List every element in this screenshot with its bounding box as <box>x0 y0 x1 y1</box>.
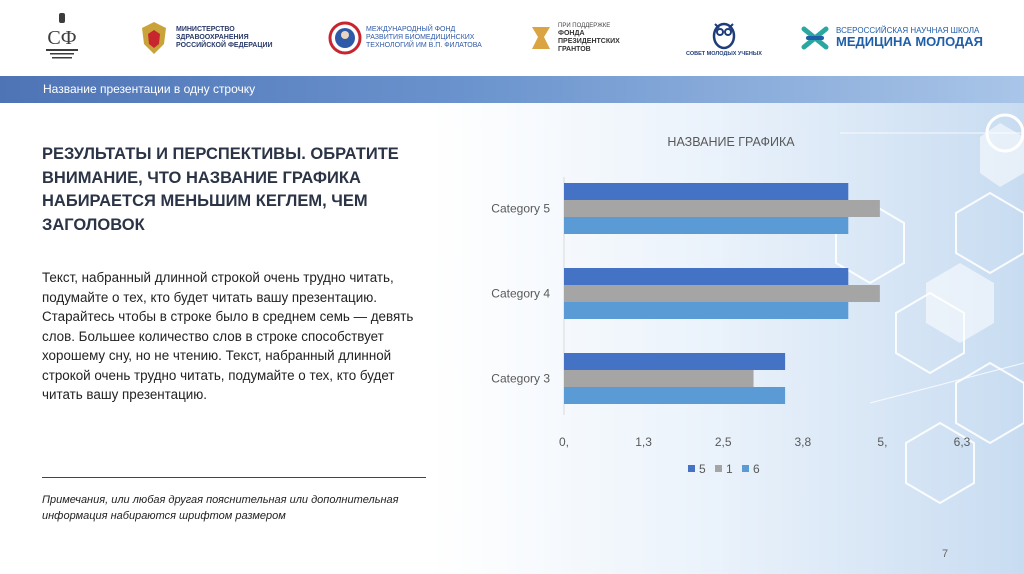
presentation-title: Название презентации в одну строчку <box>43 82 256 96</box>
ministry-line: МИНИСТЕРСТВО <box>176 26 235 33</box>
category-label: Category 3 <box>491 371 550 386</box>
ministry-line: ЗДРАВООХРАНЕНИЯ <box>176 34 249 41</box>
ministry-line: РОССИЙСКОЙ ФЕДЕРАЦИИ <box>176 42 273 49</box>
body-text: Текст, набранный длинной строкой очень трудно читать, подумайте о тех, кто будет читать вашу презентацию. Старайтесь чтобы в строке было в среднем семь — девять слов. Большее количество слов в строке способствует хорошему сну, но не чтению. Текст, набранный длинной строкой очень трудно читать, подумайте о тех, кто будет читать вашу презентацию. <box>42 270 414 402</box>
filatov-fund-logo <box>328 10 482 66</box>
legend-swatch <box>742 465 749 472</box>
category-label: Category 5 <box>491 201 550 216</box>
legend-label: 6 <box>753 462 760 476</box>
fund-line: ТЕХНОЛОГИЙ ИМ В.П. ФИЛАТОВА <box>366 42 482 49</box>
medicine-line: ВСЕРОССИЙСКАЯ НАУЧНАЯ ШКОЛА <box>836 26 980 35</box>
divider-line <box>42 477 426 478</box>
legend-label: 1 <box>726 462 733 476</box>
council-line: СОВЕТ МОЛОДЫХ УЧЕНЫХ <box>686 51 762 57</box>
page-number: 7 <box>942 548 949 560</box>
grants-line: ПРИ ПОДДЕРЖКЕ <box>558 23 611 29</box>
grants-emblem-icon <box>528 23 554 53</box>
bar-chart <box>460 125 1000 485</box>
bar-category-4-series-1 <box>564 285 880 302</box>
sf-emblem-icon <box>40 11 84 65</box>
chart-title: НАЗВАНИЕ ГРАФИКА <box>667 135 795 149</box>
bar-category-4-series-5 <box>564 268 848 285</box>
slide-heading: РЕЗУЛЬТАТЫ И ПЕРСПЕКТИВЫ. ОБРАТИТЕ ВНИМАНИЕ, ЧТО НАЗВАНИЕ ГРАФИКА НАБИРАЕТСЯ МЕНЬШИМ КЕГЛЕМ, ЧЕМ ЗАГОЛОВОК <box>42 145 399 234</box>
sf-logo <box>40 10 84 66</box>
x-tick-label: 0, <box>558 435 570 449</box>
bar-category-5-series-6 <box>564 217 848 234</box>
logos-bar <box>0 0 1024 76</box>
young-scientists-logo <box>686 10 762 66</box>
legend-swatch <box>688 465 695 472</box>
bar-category-4-series-6 <box>564 302 848 319</box>
fund-line: РАЗВИТИЯ БИОМЕДИЦИНСКИХ <box>366 34 475 41</box>
dna-cross-icon <box>800 23 830 53</box>
presidential-grants-logo <box>528 10 620 66</box>
ministry-logo <box>136 10 273 66</box>
bar-category-3-series-5 <box>564 353 785 370</box>
owl-icon <box>707 18 741 50</box>
legend-label: 5 <box>699 462 706 476</box>
presentation-title-band <box>0 76 1024 103</box>
x-tick-label: 2,5 <box>714 435 732 449</box>
grants-line: ФОНДА <box>558 30 585 37</box>
coat-of-arms-icon <box>136 18 172 58</box>
medicine-young-logo <box>800 10 983 66</box>
bar-category-5-series-1 <box>564 200 880 217</box>
x-tick-label: 1,3 <box>635 435 652 449</box>
x-tick-label: 3,8 <box>794 435 812 449</box>
medicine-line: МЕДИЦИНА МОЛОДАЯ <box>836 34 984 49</box>
legend-swatch <box>715 465 722 472</box>
bar-category-5-series-5 <box>564 183 848 200</box>
bar-category-3-series-1 <box>564 370 754 387</box>
fund-line: МЕЖДУНАРОДНЫЙ ФОНД <box>366 26 456 33</box>
filatov-portrait-icon <box>328 21 362 55</box>
grants-line: ГРАНТОВ <box>558 46 591 53</box>
bar-category-3-series-6 <box>564 387 785 404</box>
category-label: Category 4 <box>491 286 550 301</box>
x-tick-label: 6,3 <box>953 435 971 449</box>
grants-line: ПРЕЗИДЕНТСКИХ <box>558 38 620 45</box>
x-tick-label: 5, <box>877 435 888 449</box>
svg-text:СФ: СФ <box>47 27 77 49</box>
footnote: Примечания, или любая другая пояснительная или дополнительная информация набираются шрифтом размером <box>42 494 399 522</box>
